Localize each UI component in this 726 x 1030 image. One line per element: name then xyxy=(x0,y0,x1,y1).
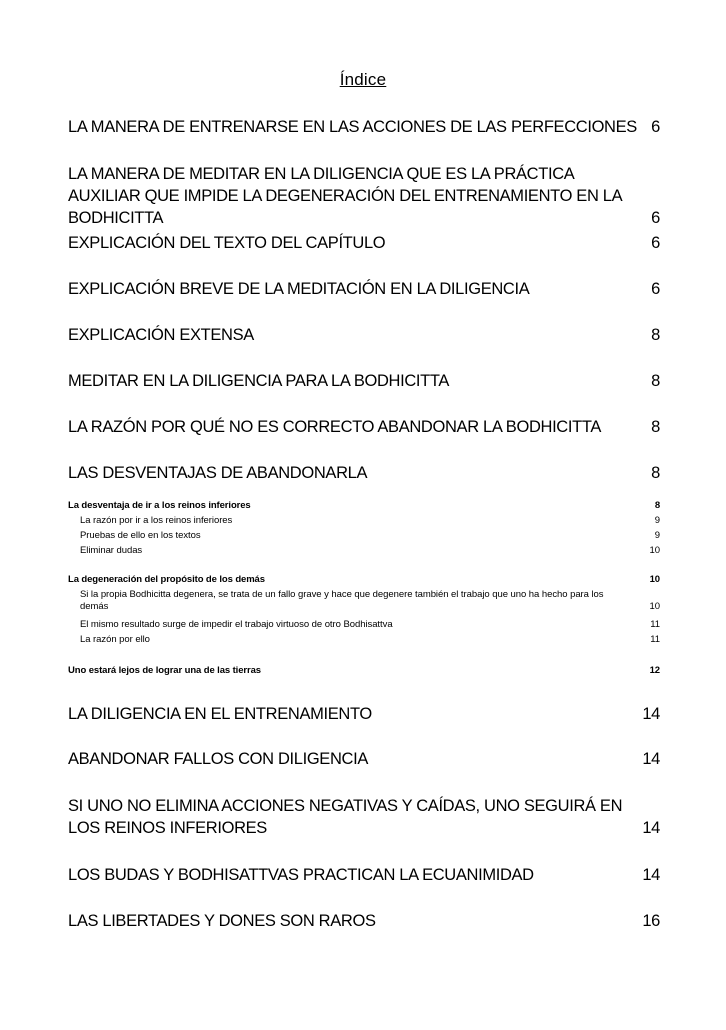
toc-entry[interactable] xyxy=(68,232,660,254)
toc-entry-page: 10 xyxy=(649,574,660,585)
toc-entry-page: 8 xyxy=(651,372,660,390)
toc-title: Índice xyxy=(339,70,387,89)
toc-subsubentry[interactable] xyxy=(80,545,660,557)
toc-entry[interactable] xyxy=(68,748,660,770)
toc-entry[interactable] xyxy=(68,703,660,725)
toc-entry-page: 14 xyxy=(642,866,660,884)
toc-entry-text: LAS LIBERTADES Y DONES SON RAROS xyxy=(68,912,376,930)
toc-entry-page: 11 xyxy=(650,619,660,630)
toc-subentry[interactable] xyxy=(68,500,660,512)
toc-entry-text: La desventaja de ir a los reinos inferiores xyxy=(68,500,251,511)
toc-entry-page: 14 xyxy=(642,705,660,723)
toc-entry-text: LAS DESVENTAJAS DE ABANDONARLA xyxy=(68,464,368,482)
toc-entry[interactable] xyxy=(68,795,660,839)
toc-entry-page: 9 xyxy=(654,515,660,526)
toc-entry-page: 6 xyxy=(651,280,660,298)
toc-entry[interactable] xyxy=(68,163,660,229)
toc-entry-text: EXPLICACIÓN EXTENSA xyxy=(68,326,254,344)
toc-entry[interactable] xyxy=(68,910,660,932)
toc-entry[interactable] xyxy=(68,370,660,392)
toc-entry-page: 6 xyxy=(651,118,660,136)
toc-subentry[interactable] xyxy=(68,574,660,586)
toc-subsubentry[interactable] xyxy=(80,619,660,631)
toc-entry-text: LA MANERA DE ENTRENARSE EN LAS ACCIONES DE LAS PERFECCIONES xyxy=(68,118,637,136)
toc-entry-page: 14 xyxy=(642,750,660,768)
toc-entry[interactable] xyxy=(68,278,660,300)
toc-entry-text: Uno estará lejos de lograr una de las tierras xyxy=(68,665,261,676)
toc-entry-text: LA RAZÓN POR QUÉ NO ES CORRECTO ABANDONAR LA BODHICITTA xyxy=(68,418,601,436)
toc-entry-page: 10 xyxy=(649,601,660,612)
toc-subsubentry[interactable] xyxy=(80,589,660,613)
toc-entry-text: Eliminar dudas xyxy=(80,545,143,556)
toc-entry[interactable] xyxy=(68,864,660,886)
toc-entry-text: LOS BUDAS Y BODHISATTVAS PRACTICAN LA ECUANIMIDAD xyxy=(68,866,534,884)
toc-entry-text: EXPLICACIÓN DEL TEXTO DEL CAPÍTULO xyxy=(68,234,386,252)
toc-entry-text: MEDITAR EN LA DILIGENCIA PARA LA BODHICITTA xyxy=(68,372,450,390)
toc-entry-text: La razón por ello xyxy=(80,634,150,645)
toc-entry-text: ABANDONAR FALLOS CON DILIGENCIA xyxy=(68,750,368,768)
toc-entry-page: 8 xyxy=(651,464,660,482)
toc-entry-text: El mismo resultado surge de impedir el trabajo virtuoso de otro Bodhisattva xyxy=(80,619,393,630)
toc-entry[interactable] xyxy=(68,462,660,484)
toc-entry-page: 16 xyxy=(642,912,660,930)
toc-entry-page: 6 xyxy=(651,234,660,252)
toc-subsubentry[interactable] xyxy=(80,634,660,646)
toc-entry-page: 12 xyxy=(649,665,660,676)
toc-entry-text: LA MANERA DE MEDITAR EN LA DILIGENCIA QUE ES LA PRÁCTICA AUXILIAR QUE IMPIDE LA DEGENERACIÓN DEL ENTRENAMIENTO EN LA BODHICITTA xyxy=(68,165,622,227)
toc-subsubentry[interactable] xyxy=(80,515,660,527)
toc-entry-text: La degeneración del propósito de los demás xyxy=(68,574,265,585)
toc-subsubentry[interactable] xyxy=(80,530,660,542)
toc-entry-page: 8 xyxy=(654,500,660,511)
toc-entry-page: 11 xyxy=(650,634,660,645)
toc-entry-page: 9 xyxy=(654,530,660,541)
toc-entry-page: 14 xyxy=(642,819,660,837)
toc-entry-page: 8 xyxy=(651,418,660,436)
toc-entry-text: EXPLICACIÓN BREVE DE LA MEDITACIÓN EN LA DILIGENCIA xyxy=(68,280,530,298)
toc-entry-text: SI UNO NO ELIMINA ACCIONES NEGATIVAS Y CAÍDAS, UNO SEGUIRÁ EN LOS REINOS INFERIORES xyxy=(68,797,623,837)
toc-entry-text: Pruebas de ello en los textos xyxy=(80,530,201,541)
toc-entry-text: LA DILIGENCIA EN EL ENTRENAMIENTO xyxy=(68,705,372,723)
toc-entry-page: 10 xyxy=(649,545,660,556)
toc-entry-text: La razón por ir a los reinos inferiores xyxy=(80,515,233,526)
toc-entry[interactable] xyxy=(68,324,660,346)
toc-subentry[interactable] xyxy=(68,665,660,677)
toc-entry-page: 6 xyxy=(651,209,660,227)
toc-entry[interactable] xyxy=(68,116,660,138)
toc-entry-page: 8 xyxy=(651,326,660,344)
toc-entry[interactable] xyxy=(68,416,660,438)
toc-entry-text: Si la propia Bodhicitta degenera, se trata de un fallo grave y hace que degenere también el trabajo que uno ha hecho para los demás xyxy=(80,589,604,612)
